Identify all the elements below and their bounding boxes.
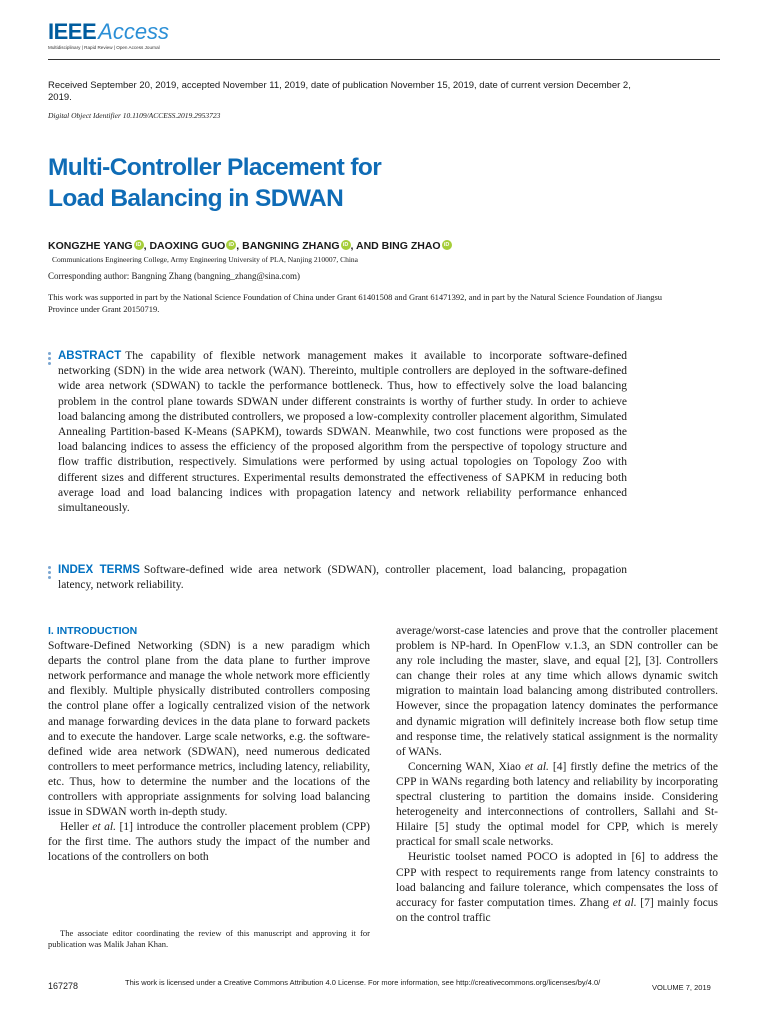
index-terms-text: Software-defined wide area network (SDWAN), controller placement, load balancing, propagation latency, network reliability.	[58, 564, 627, 592]
paragraph: Software-Defined Networking (SDN) is a new paradigm which departs the control plane from the data plane to further improve network performance and manage the whole network more efficiently and flexibly. Multiple physically distributed controllers composing the control plane offer a logically centralized vision of the network and manage forwarding devices in the data plane to forward packets and to execute the handover. Large scale networks, e.g. the software-defined wide area network (SDWAN), need numerous dedicated controllers to meet performance metrics, including latency, reliability, etc. Thus, how to determine the number and the locations of the controllers with appropriate assignments for solving load balancing issue in SDWAN worth in-depth study.	[48, 640, 370, 819]
index-terms-dots-icon	[48, 566, 52, 581]
index-terms-label: INDEX TERMS	[58, 564, 140, 576]
orcid-icon[interactable]: iD	[226, 240, 236, 250]
paragraph: average/worst-case latencies and prove that the controller placement problem is NP-hard. In OpenFlow v.1.3, an SDN controller can be any role including the master, slave, and equal [2], [3]. Controllers can change their roles at any time which allows dynamic switch migration to maintain load balancing among distributed controllers. However, since the propagation latency dominates the performance and dynamic migration will definitely increase both flow setup time and response time, the relatively statical assignment is the normality of WANs.	[396, 625, 718, 758]
journal-logo	[48, 20, 169, 50]
abstract-dots-icon	[48, 352, 52, 367]
et-al: et al.	[524, 760, 549, 773]
paper-title	[48, 152, 381, 214]
orcid-icon[interactable]: iD	[442, 240, 452, 250]
title-line-2: Load Balancing in SDWAN	[48, 185, 344, 212]
abstract	[58, 349, 627, 516]
logo-access-text: Access	[98, 19, 170, 44]
author-1: KONGZHE YANG	[48, 240, 133, 252]
license-notice[interactable]: This work is licensed under a Creative Commons Attribution 4.0 License. For more information, see http://creativecommons.org/licenses/by/4.0/	[125, 978, 601, 987]
author-3: , BANGNING ZHANG	[236, 240, 340, 252]
footnote	[48, 928, 370, 950]
corresponding-author: Corresponding author: Bangning Zhang (bangning_zhang@sina.com)	[48, 271, 300, 281]
logo-tagline: Multidisciplinary | Rapid Review | Open Access Journal	[48, 45, 160, 50]
orcid-icon[interactable]: iD	[134, 240, 144, 250]
title-line-1: Multi-Controller Placement for	[48, 154, 382, 181]
author-4: , AND BING ZHAO	[350, 240, 441, 252]
left-column	[48, 624, 370, 866]
et-al: et al.	[612, 896, 637, 909]
page-number: 167278	[48, 981, 79, 991]
section-heading: I. INTRODUCTION	[48, 625, 138, 637]
et-al: et al.	[92, 821, 116, 834]
received-dates: Received September 20, 2019, accepted November 11, 2019, date of publication November 15, 2019, date of current version December 2, 2019.	[48, 80, 631, 103]
text-run: [7] mainly focus on the control traffic	[396, 896, 718, 924]
text-run: Heller	[60, 821, 93, 834]
doi-line: Digital Object Identifier 10.1109/ACCESS.2019.2953723	[48, 111, 221, 120]
text-run: [1] introduce the controller placement problem (CPP) for the first time. The authors study the impact of the number and locations of the controllers on both	[48, 821, 371, 864]
affiliation: Communications Engineering College, Army Engineering University of PLA, Nanjing 210007, China	[52, 255, 358, 264]
text-run: Concerning WAN, Xiao	[408, 760, 525, 773]
footnote-text: The associate editor coordinating the review of this manuscript and approving it for publication was Malik Jahan Khan.	[48, 928, 370, 949]
paragraph	[48, 820, 370, 865]
author-2: , DAOXING GUO	[143, 240, 226, 252]
logo-ieee-text: IEEE	[48, 19, 97, 44]
abstract-label: ABSTRACT	[58, 350, 122, 362]
header-rule	[48, 59, 720, 60]
paragraph	[396, 850, 718, 925]
author-list	[48, 240, 452, 252]
index-terms	[58, 563, 627, 593]
right-column	[396, 624, 718, 926]
funding-statement: This work was supported in part by the National Science Foundation of China under Grant 61401508 and Grant 61471392, and in part by the Natural Science Foundation of Jiangsu Province under Grant 20150719.	[48, 292, 663, 314]
abstract-text: The capability of flexible network management makes it available to incorporate software-defined networking (SDN) in the wide area network (WAN). Thereinto, multiple controllers are deployed in the software-defined wide area network (SDWAN) to tackle the performance bottleneck. Thus, how to effectively solve the load balancing problem in the control plane towards SDWAN under different constraints is worthy of further study. In order to achieve load balancing among the distributed controllers, we proposed a low-complexity controller placement algorithm, Simulated Annealing Partition-based K-Means (SAPKM), towards SDWAN. Meanwhile, two cost functions were proposed as the load balancing indices to assess the efficiency of the proposed algorithm from the perspective of topology structure and flow traffic distribution, respectively. Simulations were performed by using actual topologies on Topology Zoo with different sizes and different structures. Experimental results demonstrated the effectiveness of SAPKM in reducing both average load and load balancing indices with propagation latency and network reliability performance enhanced simultaneously.	[58, 350, 627, 515]
paragraph	[396, 760, 718, 851]
text-run: [4] firstly define the metrics of the CPP in WANs regarding both latency and reliability by incorporating spectral clustering to partition the domains inside. Considering heterogeneity and interconnections of controllers, Sallahi and St-Hilaire [5] study the optimal model for CPP, which is merely practical for small scale networks.	[396, 760, 718, 849]
text-run: Heuristic toolset named POCO is adopted in [6] to address the CPP with respect to requirements range from latency constraints to load balancing and failure tolerance, which compensates the loss of accuracy for faster computation times. Zhang	[396, 851, 718, 909]
orcid-icon[interactable]: iD	[341, 240, 351, 250]
volume-label: VOLUME 7, 2019	[652, 983, 711, 992]
